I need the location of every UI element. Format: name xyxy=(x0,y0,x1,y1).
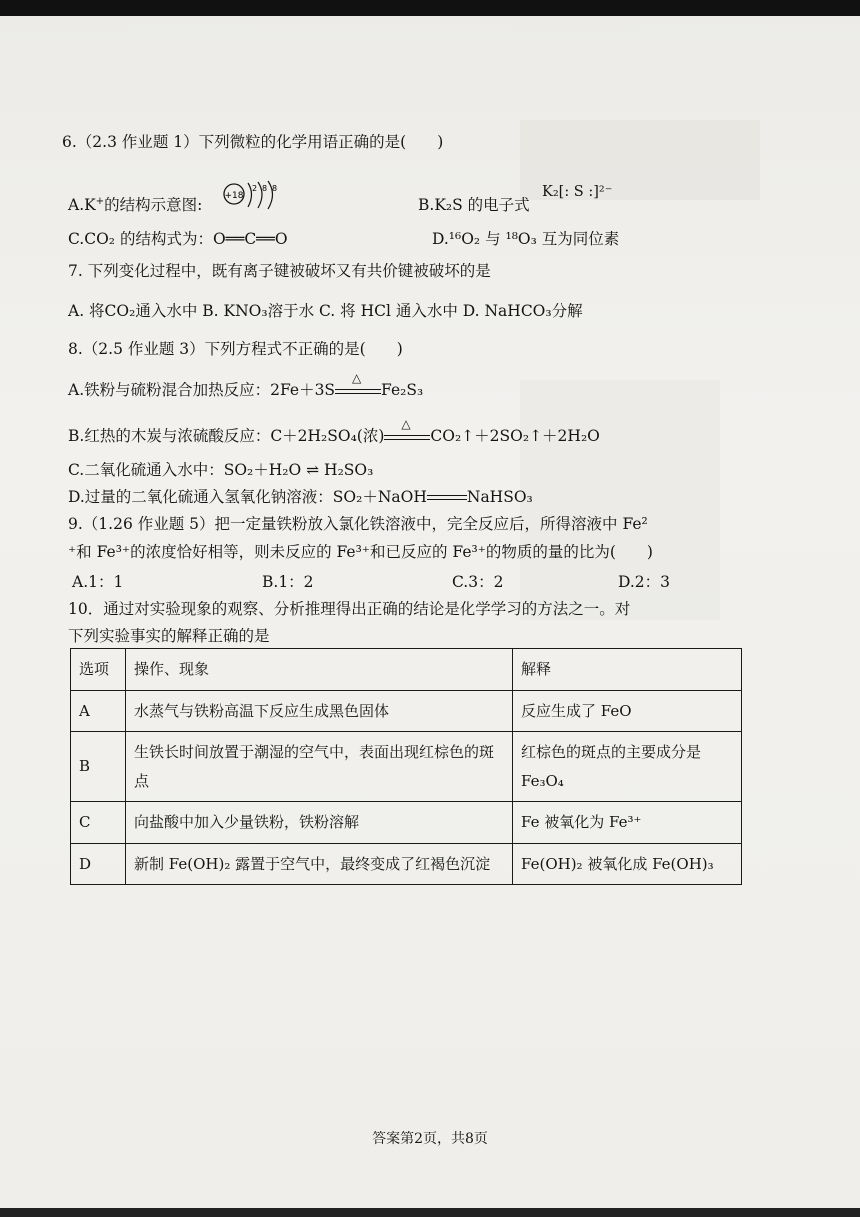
q6-option-c: C.CO₂ 的结构式为：O══C══O xyxy=(68,230,288,248)
equals-sign xyxy=(427,494,467,502)
q10-line2: 下列实验事实的解释正确的是 xyxy=(68,627,270,645)
q9-option-b: B.1：2 xyxy=(262,573,314,591)
row-operation: 水蒸气与铁粉高温下反应生成黑色固体 xyxy=(126,690,513,732)
q10-table xyxy=(70,648,742,885)
q6-option-b: B.K₂S 的电子式 xyxy=(418,196,530,214)
row-explanation: Fe 被氧化为 Fe³⁺ xyxy=(513,802,742,844)
heating-equation-sign: △ xyxy=(384,430,430,444)
header-operation: 操作、现象 xyxy=(126,649,513,691)
q8-option-d: D.过量的二氧化硫通入氢氧化钠溶液：SO₂＋NaOH NaHSO₃ xyxy=(68,488,533,506)
table-row xyxy=(71,802,742,844)
q7-options: A. 将CO₂通入水中 B. KNO₃溶于水 C. 将 HCl 通入水中 D. NaHCO₃分解 xyxy=(68,302,583,320)
row-explanation: 红棕色的斑点的主要成分是 Fe₃O₄ xyxy=(513,732,742,802)
k2s-electron-formula: K₂[: S :]²⁻ xyxy=(542,184,613,200)
table-row xyxy=(71,690,742,732)
row-explanation: Fe(OH)₂ 被氧化成 Fe(OH)₃ xyxy=(513,843,742,885)
q6-option-a: A.K+的结构示意图: xyxy=(68,195,203,214)
q8-stem: 8.（2.5 作业题 3）下列方程式不正确的是( ) xyxy=(68,340,403,358)
scan-bottom-edge xyxy=(0,1208,860,1217)
q7-stem: 7. 下列变化过程中，既有离子键被破坏又有共价键被破坏的是 xyxy=(68,262,491,280)
table-row xyxy=(71,732,742,802)
q6-stem: 6.（2.3 作业题 1）下列微粒的化学用语正确的是( ) xyxy=(62,133,444,151)
row-operation: 向盐酸中加入少量铁粉，铁粉溶解 xyxy=(126,802,513,844)
shell-electrons-1: 2 xyxy=(252,184,258,193)
q8-option-b: B.红热的木炭与浓硫酸反应：C＋2H₂SO₄(浓) △ CO₂↑＋2SO₂↑＋2H₂O xyxy=(68,417,600,445)
q9-option-a: A.1：1 xyxy=(72,573,124,591)
header-explanation: 解释 xyxy=(513,649,742,691)
table-header-row xyxy=(71,649,742,691)
q9-line1: 9.（1.26 作业题 5）把一定量铁粉放入氯化铁溶液中，完全反应后，所得溶液中 Fe² xyxy=(68,515,648,533)
atom-nucleus: +18 xyxy=(224,191,244,201)
row-explanation: 反应生成了 FeO xyxy=(513,690,742,732)
shell-electrons-2: 8 xyxy=(262,184,268,193)
heating-equation-sign: △ xyxy=(335,384,381,398)
q10-line1: 10．通过对实验现象的观察、分析推理得出正确的结论是化学学习的方法之一。对 xyxy=(68,600,631,618)
q9-option-d: D.2：3 xyxy=(618,573,671,591)
shell-electrons-3: 8 xyxy=(272,184,278,193)
header-option: 选项 xyxy=(71,649,126,691)
q8-option-c: C.二氧化硫通入水中：SO₂＋H₂O ⇌ H₂SO₃ xyxy=(68,461,374,479)
table-row xyxy=(71,843,742,885)
q9-line2: ⁺和 Fe³⁺的浓度恰好相等，则未反应的 Fe³⁺和已反应的 Fe³⁺的物质的量的比为( ) xyxy=(68,543,653,561)
row-operation: 生铁长时间放置于潮湿的空气中，表面出现红棕色的斑点 xyxy=(126,732,513,802)
row-option: D xyxy=(71,843,126,885)
q9-option-c: C.3：2 xyxy=(452,573,504,591)
q8-option-a: A.铁粉与硫粉混合加热反应：2Fe＋3S △ Fe₂S₃ xyxy=(68,371,424,399)
row-option: A xyxy=(71,690,126,732)
scan-top-edge xyxy=(0,0,860,16)
atom-structure-diagram xyxy=(222,180,284,212)
row-operation: 新制 Fe(OH)₂ 露置于空气中，最终变成了红褐色沉淀 xyxy=(126,843,513,885)
page-footer: 答案第2页，共8页 xyxy=(372,1131,488,1147)
row-option: C xyxy=(71,802,126,844)
row-option: B xyxy=(71,732,126,802)
q6-option-d: D.¹⁶O₂ 与 ¹⁸O₃ 互为同位素 xyxy=(432,230,620,248)
